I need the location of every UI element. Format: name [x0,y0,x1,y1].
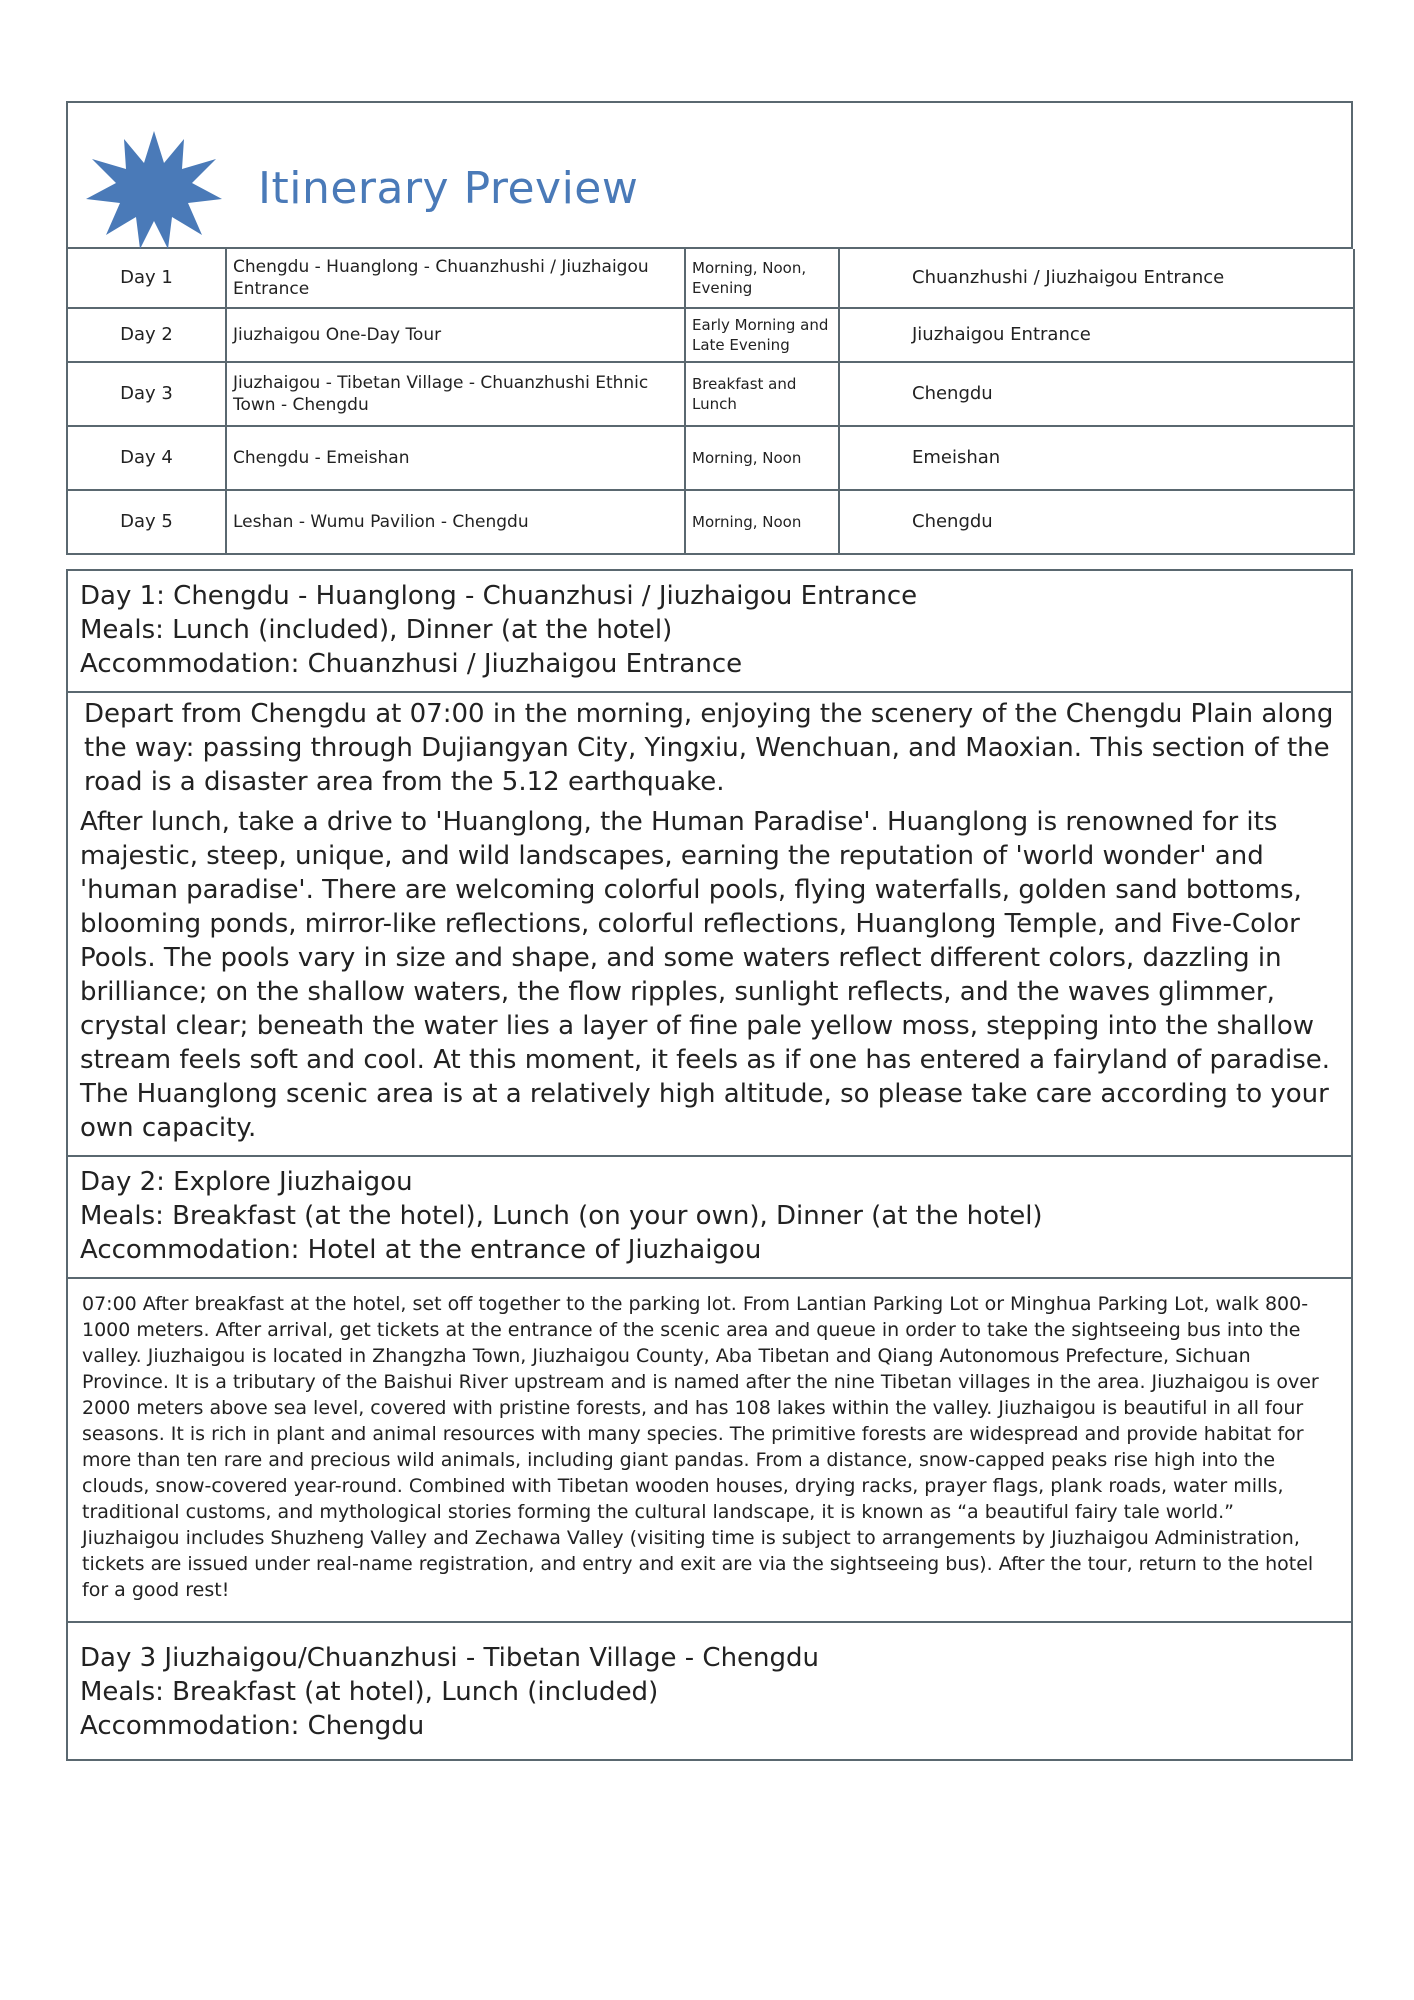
day3-meals: Meals: Breakfast (at hotel), Lunch (included) [80,1677,659,1707]
page-title: Itinerary Preview [258,163,639,214]
meals-cell: Morning, Noon, Evening [685,249,839,308]
table-row [67,249,1354,308]
route-cell: Jiuzhaigou - Tibetan Village - Chuanzhushi Ethnic Town - Chengdu [226,362,685,426]
day2-heading: Day 2: Explore Jiuzhaigou [80,1167,413,1197]
day1-details [66,693,1353,1157]
day1-heading: Day 1: Chengdu - Huanglong - Chuanzhusi / Jiuzhaigou Entrance [80,581,918,611]
itinerary-document [66,101,1353,1761]
day1-meals: Meals: Lunch (included), Dinner (at the hotel) [80,615,673,645]
day-cell: Day 3 [67,362,226,426]
day3-summary [66,1623,1353,1761]
meals-cell: Breakfast and Lunch [685,362,839,426]
table-row [67,490,1354,554]
route-cell: Chengdu - Emeishan [226,426,685,490]
day-cell: Day 2 [67,308,226,362]
accommodation-cell: Emeishan [839,426,1354,490]
accommodation-cell: Chengdu [839,490,1354,554]
day-cell: Day 4 [67,426,226,490]
day1-paragraph-1: Depart from Chengdu at 07:00 in the morning, enjoying the scenery of the Chengdu Plain along the way: passing through Dujiangyan City, Yingxiu, Wenchuan, and Maoxian. This section of the road is a disaster area from the 5.12 earthquake. [84,699,1334,797]
itinerary-header [66,101,1353,249]
starburst-icon [84,125,224,253]
day2-accommodation: Accommodation: Hotel at the entrance of Jiuzhaigou [80,1235,762,1265]
day1-summary [66,569,1353,693]
day3-accommodation: Accommodation: Chengdu [80,1711,425,1741]
accommodation-cell: Chengdu [839,362,1354,426]
itinerary-overview-table [66,249,1355,555]
meals-cell: Morning, Noon [685,490,839,554]
meals-cell: Early Morning and Late Evening [685,308,839,362]
accommodation-cell: Chuanzhushi / Jiuzhaigou Entrance [839,249,1354,308]
route-cell: Leshan - Wumu Pavilion - Chengdu [226,490,685,554]
day3-heading: Day 3 Jiuzhaigou/Chuanzhusi - Tibetan Village - Chengdu [80,1643,820,1673]
day2-paragraph: 07:00 After breakfast at the hotel, set off together to the parking lot. From Lantian Parking Lot or Minghua Parking Lot, walk 800-1000 meters. After arrival, get tickets at the entrance of the scenic area and queue in order to take the sightseeing bus into the valley. Jiuzhaigou is located in Zhangzha Town, Jiuzhaigou County, Aba Tibetan and Qiang Autonomous Prefecture, Sichuan Province. It is a tributary of the Baishui River upstream and is named after the nine Tibetan villages in the area. Jiuzhaigou is over 2000 meters above sea level, covered with pristine forests, and has 108 lakes within the valley. Jiuzhaigou is beautiful in all four seasons. It is rich in plant and animal resources with many species. The primitive forests are widespread and provide habitat for more than ten rare and precious wild animals, including giant pandas. From a distance, snow-capped peaks rise high into the clouds, snow-covered year-round. Combined with Tibetan wooden houses, drying racks, prayer flags, plank roads, water mills, traditional customs, and mythological stories forming the cultural landscape, it is known as “a beautiful fairy tale world.” Jiuzhaigou includes Shuzheng Valley and Zechawa Valley (visiting time is subject to arrangements by Jiuzhaigou Administration, tickets are issued under real-name registration, and entry and exit are via the sightseeing bus). After the tour, return to the hotel for a good rest! [82,1293,1319,1601]
day2-summary [66,1157,1353,1279]
table-row [67,308,1354,362]
day2-meals: Meals: Breakfast (at the hotel), Lunch (on your own), Dinner (at the hotel) [80,1201,1043,1231]
table-row [67,362,1354,426]
day-cell: Day 1 [67,249,226,308]
day-cell: Day 5 [67,490,226,554]
table-row [67,426,1354,490]
accommodation-cell: Jiuzhaigou Entrance [839,308,1354,362]
day1-paragraph-2: After lunch, take a drive to 'Huanglong, the Human Paradise'. Huanglong is renowned for its majestic, steep, unique, and wild landscapes, earning the reputation of 'world wonder' and 'human paradise'. There are welcoming colorful pools, flying waterfalls, golden sand bottoms, blooming ponds, mirror-like reflections, colorful reflections, Huanglong Temple, and Five-Color Pools. The pools vary in size and shape, and some waters reflect different colors, dazzling in brilliance; on the shallow waters, the flow ripples, sunlight reflects, and the waves glimmer, crystal clear; beneath the water lies a layer of fine pale yellow moss, stepping into the shallow stream feels soft and cool. At this moment, it feels as if one has entered a fairyland of paradise. The Huanglong scenic area is at a relatively high altitude, so please take care according to your own capacity. [80,807,1331,1143]
route-cell: Jiuzhaigou One-Day Tour [226,308,685,362]
route-cell: Chengdu - Huanglong - Chuanzhushi / Jiuzhaigou Entrance [226,249,685,308]
day2-details [66,1279,1353,1623]
day1-accommodation: Accommodation: Chuanzhusi / Jiuzhaigou Entrance [80,649,743,679]
meals-cell: Morning, Noon [685,426,839,490]
